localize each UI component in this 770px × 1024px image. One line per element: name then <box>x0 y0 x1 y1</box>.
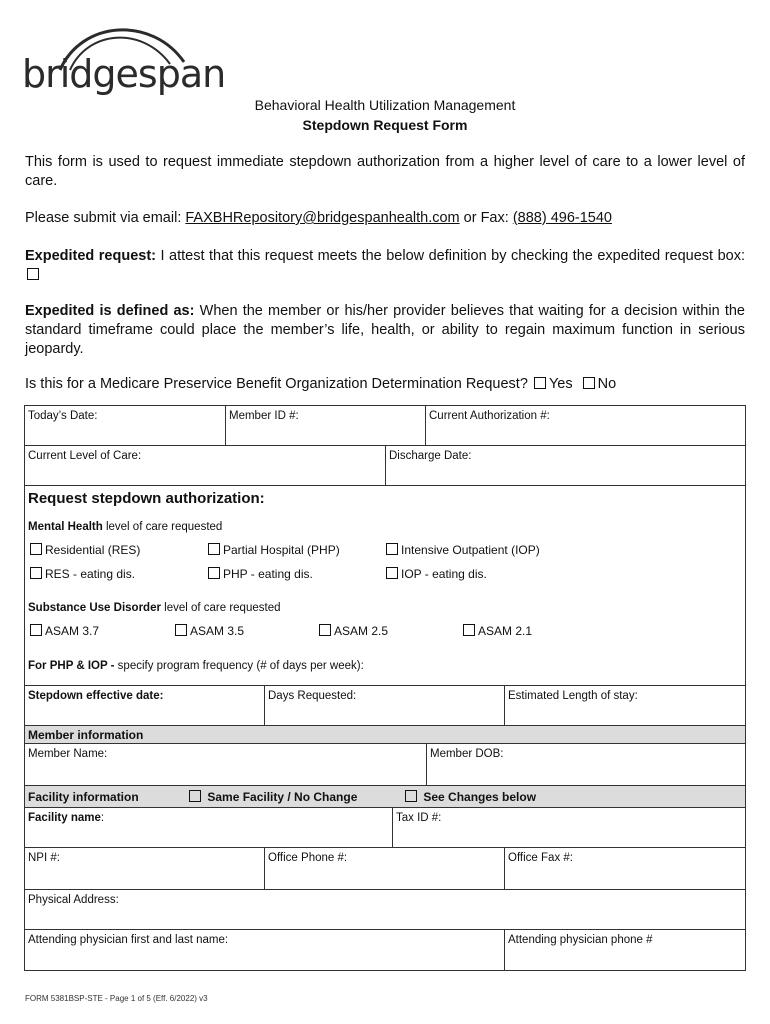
option-php-eating[interactable] <box>206 567 313 581</box>
npi-field[interactable]: NPI #: <box>25 848 265 889</box>
php-bold: For PHP & IOP - <box>28 660 115 672</box>
mh-bold: Mental Health <box>28 521 103 533</box>
logo-text: bridgespan <box>22 52 226 96</box>
member-info-header: Member information <box>25 726 745 744</box>
office-phone-field[interactable]: Office Phone #: <box>265 848 505 889</box>
option-label: ASAM 3.5 <box>190 624 245 638</box>
medicare-no-checkbox[interactable] <box>583 377 595 389</box>
attending-phone-field[interactable]: Attending physician phone # <box>508 934 653 946</box>
option-php[interactable] <box>206 543 340 557</box>
option-label: Partial Hospital (PHP) <box>223 543 340 557</box>
expedited-def-text: When the member or his/her provider believes that waiting for a decision within the standard timeframe could place the member’s life, health, or ability to regain maximum function in serious jeopardy. <box>25 303 745 357</box>
attending-name-field[interactable]: Attending physician first and last name: <box>25 930 505 970</box>
request-title: Request stepdown authorization: <box>28 490 265 507</box>
discharge-date-field[interactable]: Discharge Date: <box>389 450 472 462</box>
submit-line <box>25 209 745 228</box>
expedited-request-text: I attest that this request meets the below definition by checking the expedited request box: <box>156 248 745 264</box>
row-stepdown <box>25 686 745 726</box>
submit-prefix: Please submit via email: <box>25 210 186 226</box>
php-iop-frequency[interactable] <box>28 660 364 672</box>
row-contact <box>25 848 745 890</box>
checkbox[interactable] <box>386 543 398 555</box>
option-iop-eating[interactable] <box>384 567 487 581</box>
option-res-eating[interactable] <box>28 567 135 581</box>
physical-address-field[interactable]: Physical Address: <box>28 894 119 906</box>
sud-rest: level of care requested <box>160 602 281 614</box>
medicare-no-label: No <box>597 376 617 392</box>
bridgespan-logo <box>22 22 226 96</box>
mh-rest: level of care requested <box>102 521 223 533</box>
checkbox[interactable] <box>30 543 42 555</box>
see-changes-option[interactable] <box>403 790 536 804</box>
checkbox[interactable] <box>30 567 42 579</box>
same-facility-checkbox[interactable] <box>189 790 201 802</box>
facility-info-header <box>25 786 745 808</box>
facility-name-label: Facility name <box>28 812 101 824</box>
checkbox[interactable] <box>30 624 42 636</box>
mh-heading <box>28 521 222 533</box>
header-line1: Behavioral Health Utilization Management <box>254 97 516 113</box>
option-asam-35[interactable] <box>173 624 244 638</box>
row-attending <box>25 930 745 970</box>
fax-number: (888) 496-1540 <box>512 210 612 226</box>
facility-name-colon: : <box>100 812 105 824</box>
current-loc-field[interactable]: Current Level of Care: <box>25 446 386 485</box>
medicare-yes-checkbox[interactable] <box>534 377 546 389</box>
checkbox[interactable] <box>463 624 475 636</box>
checkbox[interactable] <box>208 567 220 579</box>
expedited-request <box>25 247 745 285</box>
tax-id-field[interactable]: Tax ID #: <box>396 812 442 824</box>
request-section <box>25 486 745 686</box>
row-member <box>25 744 745 786</box>
row-dates <box>25 406 745 446</box>
facility-info-label: Facility information <box>28 790 139 804</box>
form-footer: FORM 5381BSP-STE - Page 1 of 5 (Eff. 6/2022) v3 <box>25 994 208 1003</box>
expedited-def-label: Expedited is defined as: <box>25 303 195 319</box>
option-label: ASAM 3.7 <box>45 624 100 638</box>
expedited-definition <box>25 302 745 359</box>
member-id-field[interactable]: Member ID #: <box>226 406 426 445</box>
stepdown-date-field[interactable]: Stepdown effective date: <box>25 686 265 725</box>
submit-mid: or Fax: <box>459 210 513 226</box>
same-facility-label: Same Facility / No Change <box>207 790 358 804</box>
row-level-of-care <box>25 446 745 486</box>
option-label: Residential (RES) <box>45 543 141 557</box>
days-requested-field[interactable]: Days Requested: <box>265 686 505 725</box>
row-address <box>25 890 745 930</box>
sud-heading <box>28 602 280 614</box>
option-label: RES - eating dis. <box>45 567 136 581</box>
option-asam-25[interactable] <box>317 624 388 638</box>
medicare-yes-label: Yes <box>548 376 573 392</box>
php-rest: specify program frequency (# of days per week): <box>114 660 364 672</box>
option-asam-21[interactable] <box>461 624 532 638</box>
medicare-question: Is this for a Medicare Preservice Benefit Organization Determination Request? <box>25 376 528 392</box>
est-los-field[interactable]: Estimated Length of stay: <box>508 690 638 702</box>
member-dob-field[interactable]: Member DOB: <box>430 748 504 760</box>
option-asam-37[interactable] <box>28 624 99 638</box>
facility-name-field[interactable] <box>25 808 393 847</box>
checkbox[interactable] <box>175 624 187 636</box>
see-changes-label: See Changes below <box>423 790 537 804</box>
row-facility <box>25 808 745 848</box>
sud-bold: Substance Use Disorder <box>28 602 161 614</box>
option-label: PHP - eating dis. <box>223 567 313 581</box>
option-label: ASAM 2.5 <box>334 624 389 638</box>
see-changes-checkbox[interactable] <box>405 790 417 802</box>
intro-text: This form is used to request immediate stepdown authorization from a higher level of care to a lower level of care. <box>25 154 745 189</box>
current-auth-field[interactable]: Current Authorization #: <box>429 410 550 422</box>
option-res[interactable] <box>28 543 140 557</box>
option-label: Intensive Outpatient (IOP) <box>401 543 540 557</box>
email-link[interactable]: FAXBHRepository@bridgespanhealth.com <box>185 210 460 226</box>
option-label: ASAM 2.1 <box>478 624 533 638</box>
option-label: IOP - eating dis. <box>401 567 487 581</box>
expedited-checkbox[interactable] <box>27 268 39 280</box>
todays-date-field[interactable]: Today’s Date: <box>25 406 226 445</box>
form-title: Stepdown Request Form <box>302 117 468 133</box>
option-iop[interactable] <box>384 543 540 557</box>
medicare-question-line <box>25 375 745 394</box>
expedited-request-label: Expedited request: <box>25 248 156 264</box>
checkbox[interactable] <box>319 624 331 636</box>
request-form <box>24 405 746 971</box>
checkbox[interactable] <box>386 567 398 579</box>
office-fax-field[interactable]: Office Fax #: <box>508 852 573 864</box>
member-name-field[interactable]: Member Name: <box>25 744 427 785</box>
checkbox[interactable] <box>208 543 220 555</box>
same-facility-option[interactable] <box>187 790 357 804</box>
